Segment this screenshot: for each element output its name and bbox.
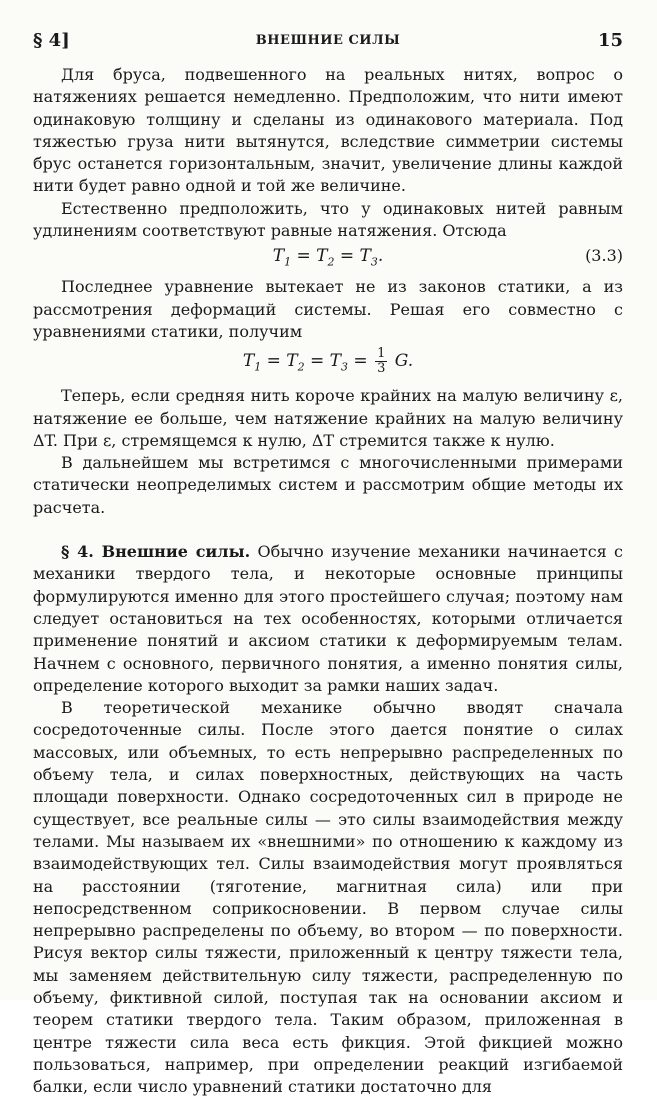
- equation-number: (3.3): [585, 246, 623, 266]
- paragraph: Теперь, если средняя нить короче крайних на малую величину ε, натяжение ее больше, чем натяжение крайних на малую величину ΔT. При ε, стремящемся к нулю, ΔT стремится также к нулю.: [33, 386, 623, 450]
- paragraph-text: Обычно изучение механики начинается с механики твердого тела, и некоторые основные принципы формулируются именно для этого простейшего случая; поэтому нам следует остановиться на тех особенностях, которыми отличается применение понятий и аксиом статики к деформируемым телам. Начнем с основного, первичного понятия, а именно понятия силы, определение которого выходит за рамки наших задач.: [33, 542, 623, 695]
- running-title: ВНЕШНИЕ СИЛЫ: [255, 33, 401, 48]
- paragraph: Для бруса, подвешенного на реальных нитях, вопрос о натяжениях решается немедленно. Предположим, что нити имеют одинаковую толщину и сделаны из одинакового материала. Под тяжестью груза нити вытянутся, вследствие симметрии системы брус останется горизонтальным, значит, увеличение длины каждой нити будет равно одной и той же величине.: [33, 65, 623, 196]
- paragraph: В теоретической механике обычно вводят сначала сосредоточенные силы. После этого дается понятие о силах массовых, или объемных, то есть непрерывно распределенных по объему тела, и силах поверхностных, действующих на часть площади поверхности. Однако сосредоточенных сил в природе не существует, все реальные силы — это силы взаимодействия между телами. Мы называем их «внешними» по отношению к каждому из взаимодействующих тел. Силы взаимодействия могут проявляться на расстоянии (тяготение, магнитная сила) или при непосредственном соприкосновении. В первом случае силы непрерывно распределены по объему, во втором — по поверхности. Рисуя вектор силы тяжести, приложенный к центру тяжести тела, мы заменяем действительную силу тяжести, распределенную по объему, фиктивной силой, поступая так на основании аксиом и теорем статики твердого тела. Таким образом, приложенная в центре тяжести сила веса есть фикция. Этой фикцией можно пользоваться, например, при определении реакций изгибаемой балки, если число уравнений статики достаточно для: [33, 698, 623, 1097]
- paragraph: В дальнейшем мы встретимся с многочисленными примерами статически неопределимых систем и рассмотрим общие методы их расчета.: [33, 453, 623, 517]
- running-header: [33, 30, 623, 54]
- equation-tensions: [33, 345, 623, 383]
- paragraph: Последнее уравнение вытекает не из законов статики, а из рассмотрения деформаций системы. Решая его совместно с уравнениями статики, получим: [33, 277, 623, 341]
- section-4-paragraph: [33, 541, 623, 697]
- section-reference: § 4]: [33, 30, 70, 51]
- fraction: $\frac{1}{3}$: [377, 346, 386, 377]
- page-body: [33, 64, 623, 1098]
- paragraph: Естественно предположить, что у одинаковых нитей равным удлинениям соответствуют равные натяжения. Отсюда: [33, 198, 623, 241]
- section-title: § 4. Внешние силы.: [61, 542, 251, 562]
- page-number: 15: [597, 30, 623, 51]
- equation-formula: $T_1 = T_2 = T_3$.: [272, 246, 384, 269]
- equation-formula: $T_1 = T_2 = T_3$ = $\frac{1}{3}$ G.: [242, 346, 414, 377]
- equation-3-3: [33, 244, 623, 274]
- section-gap: [33, 519, 623, 541]
